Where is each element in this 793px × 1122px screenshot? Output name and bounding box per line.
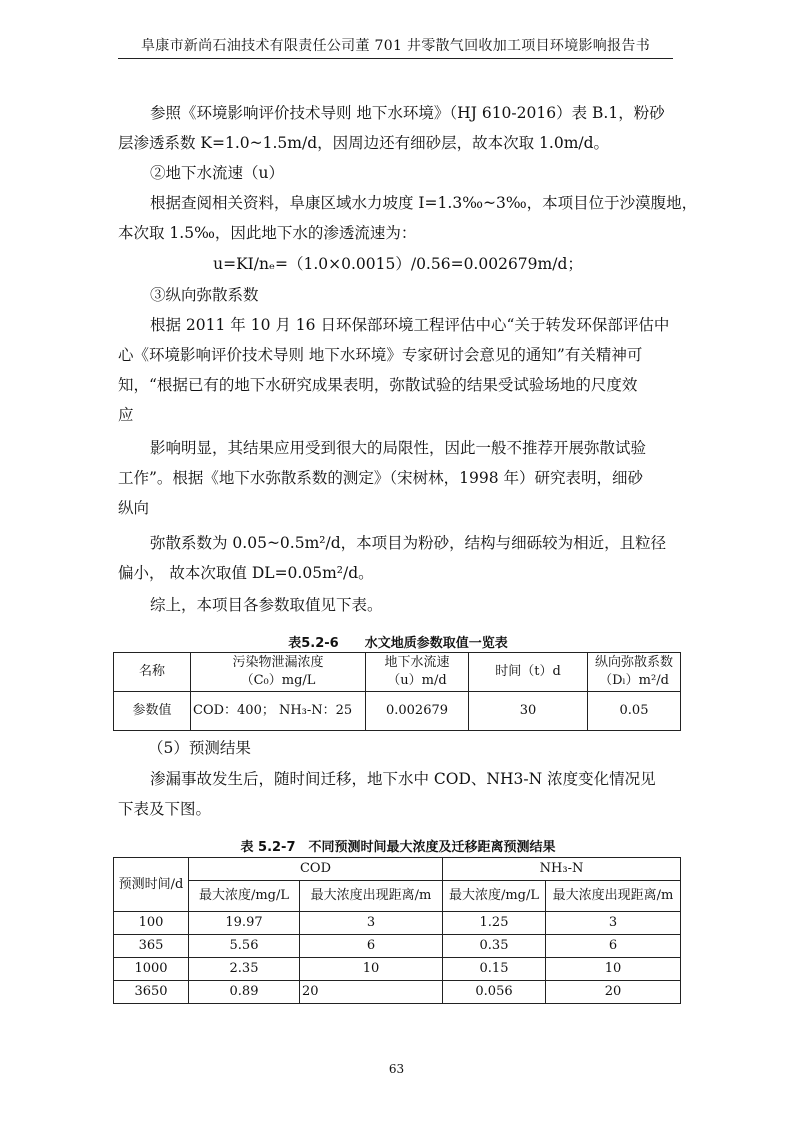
text-line: 本次取 1.5‰，因此地下水的渗透流速为： bbox=[118, 224, 417, 242]
table-header-row bbox=[114, 653, 681, 692]
page-number: 63 bbox=[388, 1062, 405, 1076]
header-cell bbox=[588, 653, 681, 692]
table-cell: 6 bbox=[546, 935, 681, 958]
table-row bbox=[114, 912, 681, 935]
table-cell: 0.056 bbox=[443, 981, 546, 1004]
table-cell: 20 bbox=[546, 981, 681, 1004]
text-line: 综上，本项目各参数取值见下表。 bbox=[150, 596, 383, 614]
paragraph-dispersion-3 bbox=[118, 528, 678, 588]
text-line: 下表及下图。 bbox=[118, 800, 212, 818]
paragraph-dispersion-2 bbox=[118, 433, 678, 523]
text-line: （5）预测结果 bbox=[148, 739, 251, 757]
header-text: （C₀）mg/L bbox=[240, 673, 316, 688]
paragraph-hydraulic-gradient bbox=[118, 188, 698, 248]
paragraph-leakage bbox=[118, 764, 678, 824]
header-cell: 最大浓度出现距离/m bbox=[300, 881, 443, 912]
group-header-cod: COD bbox=[189, 858, 443, 881]
table-cell: 19.97 bbox=[189, 912, 300, 935]
text-line: 偏小， 故本次取值 DL=0.05m²/d。 bbox=[118, 564, 374, 582]
header-cell bbox=[191, 653, 366, 692]
header-cell bbox=[366, 653, 469, 692]
table-caption: 表5.2-6 水文地质参数取值一览表 bbox=[288, 636, 508, 651]
paragraph-dispersion-1 bbox=[118, 310, 678, 430]
table-cell: 1000 bbox=[114, 958, 189, 981]
table-cell: 3 bbox=[546, 912, 681, 935]
table-cell: 20 bbox=[300, 981, 443, 1004]
paragraph-permeability bbox=[118, 98, 678, 158]
text-line: 影响明显，其结果应用受到很大的局限性，因此一般不推荐开展弥散试验 bbox=[150, 439, 647, 457]
heading-prediction-results bbox=[118, 733, 678, 763]
value-cell: COD：400； NH₃-N：25 bbox=[191, 692, 366, 731]
paragraph-summary bbox=[118, 590, 678, 620]
value-cell: 0.05 bbox=[588, 692, 681, 731]
header-text: 地下水流速 bbox=[384, 655, 450, 670]
formula-velocity bbox=[118, 249, 678, 279]
table-cell: 2.35 bbox=[189, 958, 300, 981]
table-cell: 10 bbox=[300, 958, 443, 981]
text-line: ③纵向弥散系数 bbox=[150, 286, 259, 304]
heading-groundwater-velocity bbox=[118, 158, 678, 188]
table-cell: 3 bbox=[300, 912, 443, 935]
group-header-nh3: NH₃-N bbox=[443, 858, 681, 881]
table-cell: 6 bbox=[300, 935, 443, 958]
header-cell: 时间（t）d bbox=[469, 653, 588, 692]
value-cell: 0.002679 bbox=[366, 692, 469, 731]
heading-dispersion bbox=[118, 280, 678, 310]
header-cell: 最大浓度出现距离/m bbox=[546, 881, 681, 912]
formula-line: u=KI/nₑ=（1.0×0.0015）/0.56=0.002679m/d； bbox=[213, 255, 583, 273]
text-line: 参照《环境影响评价技术导则 地下水环境》（HJ 610-2016）表 B.1，粉砂 bbox=[150, 104, 665, 122]
table-cell: 0.89 bbox=[189, 981, 300, 1004]
table-cell: 100 bbox=[114, 912, 189, 935]
table-row bbox=[114, 981, 681, 1004]
table-cell: 5.56 bbox=[189, 935, 300, 958]
table-row bbox=[114, 935, 681, 958]
header-cell: 最大浓度/mg/L bbox=[189, 881, 300, 912]
text-line: 根据查阅相关资料，阜康区域水力坡度 I=1.3‰~3‰，本项目位于沙漠腹地， bbox=[150, 194, 698, 212]
header-text: 污染物泄漏浓度 bbox=[232, 655, 324, 670]
table-cell: 1.25 bbox=[443, 912, 546, 935]
header-cell: 最大浓度/mg/L bbox=[443, 881, 546, 912]
text-line: 渗漏事故发生后，随时间迁移，地下水中 COD、NH3-N 浓度变化情况见 bbox=[150, 770, 656, 788]
header-divider bbox=[118, 58, 673, 59]
header-text: 纵向弥散系数 bbox=[594, 655, 673, 670]
table-caption: 表 5.2-7 不同预测时间最大浓度及迁移距离预测结果 bbox=[240, 840, 556, 855]
text-line: 心《环境影响评价技术导则 地下水环境》专家研讨会意见的通知”有关精神可 bbox=[118, 346, 643, 364]
hydro-parameter-table bbox=[113, 652, 681, 731]
table-cell: 3650 bbox=[114, 981, 189, 1004]
text-line: 纵向 bbox=[118, 499, 150, 517]
header-text: （Dₗ）m²/d bbox=[599, 673, 669, 688]
header-text: （u）m/d bbox=[387, 673, 447, 688]
text-line: 根据 2011 年 10 月 16 日环保部环境工程评估中心“关于转发环保部评估中 bbox=[150, 316, 670, 334]
header-cell: 预测时间/d bbox=[114, 858, 189, 912]
text-line: 弥散系数为 0.05~0.5m²/d，本项目为粉砂，结构与细砾较为相近，且粒径 bbox=[150, 534, 667, 552]
table-cell: 365 bbox=[114, 935, 189, 958]
text-line: ②地下水流速（u） bbox=[150, 164, 284, 182]
row-label: 参数值 bbox=[114, 692, 191, 731]
header-cell: 名称 bbox=[114, 653, 191, 692]
prediction-results-table bbox=[113, 857, 681, 1004]
table-row bbox=[114, 692, 681, 731]
value-cell: 30 bbox=[469, 692, 588, 731]
text-line: 应 bbox=[118, 406, 134, 424]
table-cell: 10 bbox=[546, 958, 681, 981]
page-header: 阜康市新尚石油技术有限责任公司董 701 井零散气回收加工项目环境影响报告书 bbox=[140, 38, 651, 54]
table-subheader-row bbox=[114, 881, 681, 912]
table-row bbox=[114, 958, 681, 981]
text-line: 工作”。根据《地下水弥散系数的测定》（宋树林，1998 年）研究表明，细砂 bbox=[118, 469, 644, 487]
text-line: 知，“根据已有的地下水研究成果表明，弥散试验的结果受试验场地的尺度效 bbox=[118, 376, 638, 394]
table-cell: 0.15 bbox=[443, 958, 546, 981]
table-header-row bbox=[114, 858, 681, 881]
text-line: 层渗透系数 K=1.0~1.5m/d，因周边还有细砂层，故本次取 1.0m/d。 bbox=[118, 134, 610, 152]
table-cell: 0.35 bbox=[443, 935, 546, 958]
